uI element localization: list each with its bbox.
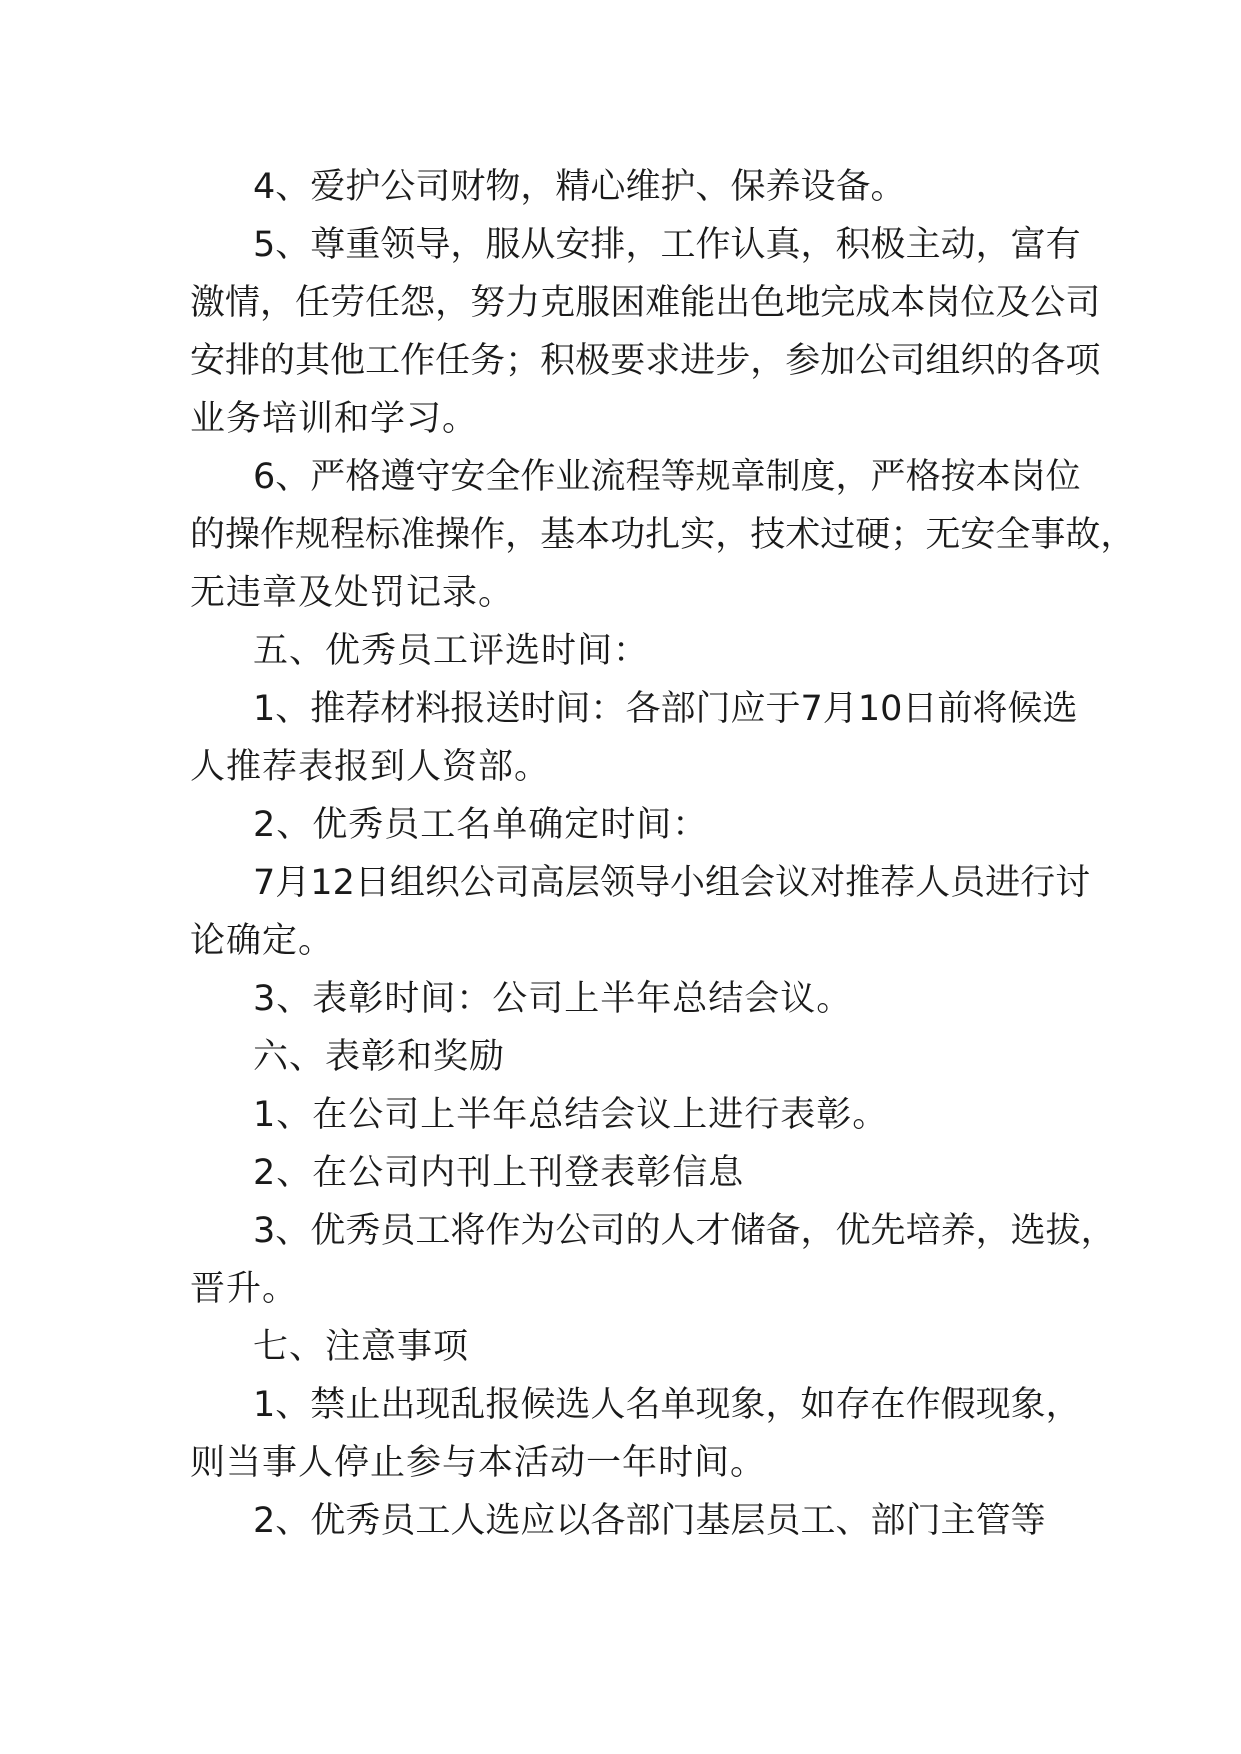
paragraph-line: 安 排 的 其 他 工 作 任 务 ； 积 极 要 求 进 步 ， 参 加 公 司 组 织 的 各 项 [190,341,1101,381]
paragraph-line: 3、表彰时间：公司上半年总结会议。 [253,979,853,1019]
section-heading: 五、优秀员工评选时间： [253,631,650,671]
section-heading: 六、表彰和奖励 [253,1037,506,1077]
paragraph-line: 的 操 作 规 程 标 准 操 作 ， 基 本 功 扎 实 ， 技 术 过 硬 ； 无 安 全 事 故 ， [190,515,1136,555]
paragraph-line: 5 、 尊 重 领 导 ， 服 从 安 排 ， 工 作 认 真 ， 积 极 主 动 ， 富 有 [253,225,1081,265]
paragraph-line: 2、优秀员工名单确定时间： [253,805,709,845]
paragraph-line: 4 、 爱 护 公 司 财 物 ， 精 心 维 护 、 保 养 设 备 。 [253,167,906,207]
paragraph-line: 7 月 1 2 日 组 织 公 司 高 层 领 导 小 组 会 议 对 推 荐 人 员 进 行 讨 [253,863,1091,903]
paragraph-line: 1、在公司上半年总结会议上进行表彰。 [253,1095,889,1135]
paragraph-line: 1 、 禁 止 出 现 乱 报 候 选 人 名 单 现 象 ， 如 存 在 作 假 现 象 ， [253,1385,1081,1425]
paragraph-line: 无违章及处罚记录。 [190,573,515,613]
paragraph-line: 激 情 ， 任 劳 任 怨 ， 努 力 克 服 困 难 能 出 色 地 完 成 本 岗 位 及 公 司 [190,283,1101,323]
paragraph-line: 3 、 优 秀 员 工 将 作 为 公 司 的 人 才 储 备 ， 优 先 培 养 ， 选 拔 ， [253,1211,1116,1251]
paragraph-line: 论确定。 [190,921,335,961]
paragraph-line: 2、在公司内刊上刊登表彰信息 [253,1153,745,1193]
paragraph-line: 晋升。 [190,1269,299,1309]
section-heading: 七、注意事项 [253,1327,470,1367]
paragraph-line: 业务培训和学习。 [190,399,479,439]
paragraph-line: 人推荐表报到人资部。 [190,747,551,787]
paragraph-line: 2 、 优 秀 员 工 人 选 应 以 各 部 门 基 层 员 工 、 部 门 主 管 等 [253,1501,1046,1541]
paragraph-line: 1 、 推 荐 材 料 报 送 时 间 ： 各 部 门 应 于 7 月 1 0 日 前 将 候 选 [253,689,1078,729]
paragraph-line: 6 、 严 格 遵 守 安 全 作 业 流 程 等 规 章 制 度 ， 严 格 按 本 岗 位 [253,457,1081,497]
paragraph-line: 则当事人停止参与本活动一年时间。 [190,1443,767,1483]
